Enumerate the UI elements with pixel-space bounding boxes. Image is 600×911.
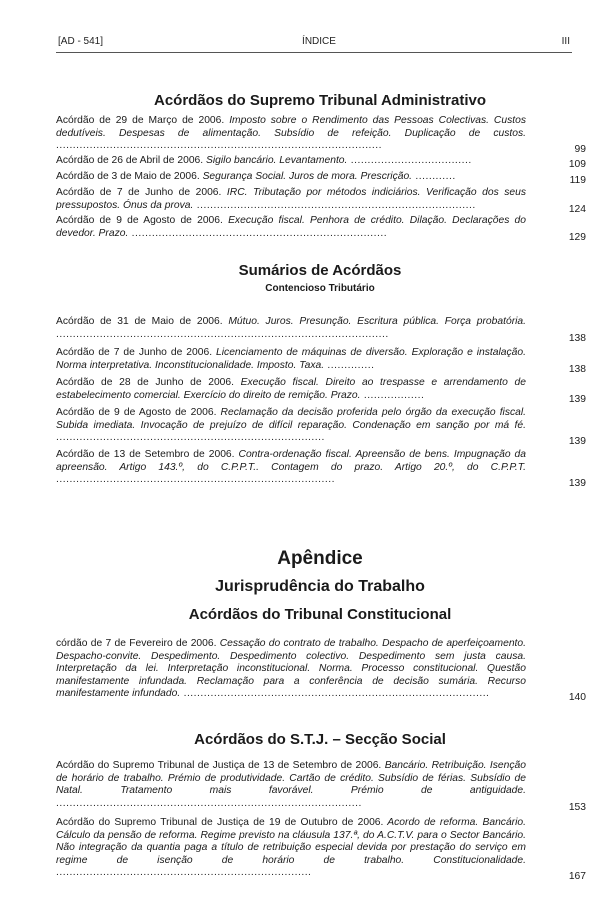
appendix-title: Apêndice	[277, 548, 363, 569]
section-title-stj: Acórdãos do S.T.J. – Secção Social	[194, 731, 446, 748]
toc-entry: Acórdão de 7 de Junho de 2006. Licenciamento de máquinas de diversão. Exploração e instalação. Norma interpretativa. Inconstitucionalidade. Imposto. Taxa. .............. 138	[56, 347, 586, 375]
page-number: 119	[569, 175, 586, 186]
page-number: 109	[568, 159, 586, 170]
toc-entry: Acórdão de 13 de Setembro de 2006. Contra-ordenação fiscal. Apreensão de bens. Impugnação da apreensão. Artigo 143.º, do C.P.P.T.. Contagem do prazo. Artigo 20.º, do C.P.P.T. ................................................................................... 139	[56, 449, 586, 489]
toc-entry: Acórdão do Supremo Tribunal de Justiça de 19 de Outubro de 2006. Acordo de reforma. Bancário. Cálculo da pensão de reforma. Regime previsto na cláusula 137.ª, do A.C.T.V. para o Sector Bancário. Não integração da quantia paga a título de retribuição especial devida por prestação do serviço em regime de isenção de horário de trabalho. Constitucionalidade. ............................................................................ 167	[56, 817, 586, 882]
running-header	[58, 36, 570, 50]
toc-entry: Acórdão do Supremo Tribunal de Justiça de 13 de Setembro de 2006. Bancário. Retribuição. Isenção de horário de trabalho. Prémio de produtividade. Cartão de crédito. Subsídio de férias. Subsídio de Natal. Tratamento mais favorável. Prémio de antiguidade. ........................................................................................... 153	[56, 760, 586, 813]
page-number: 167	[568, 871, 586, 882]
page-number: 138	[568, 363, 586, 375]
section-title-sta: Acórdãos do Supremo Tribunal Administrativo	[154, 92, 486, 109]
page-number: 139	[568, 436, 586, 447]
appendix-subtitle: Jurisprudência do Trabalho	[215, 578, 425, 595]
page-number: 129	[568, 231, 586, 243]
section-title-sumarios: Sumários de Acórdãos	[238, 262, 402, 279]
page-number: 124	[568, 203, 586, 215]
toc-entry: Acórdão de 7 de Junho de 2006. IRC. Tributação por métodos indiciários. Verificação dos seus pressupostos. Ónus da prova. ................................................................................... 124	[56, 187, 586, 215]
page-number: 153	[568, 801, 586, 813]
toc-entry: córdão de 7 de Fevereiro de 2006. Cessação do contrato de trabalho. Despacho de aperfeiçoamento. Despacho-convite. Despedimento. Despedimento colectivo. Despedimento sem justa causa. Interpretação da lei. Interpretação inconstitucional. Norma. Processo constitucional. Questão manifestamente infundada. Reclamação para a conferência de decisão sumária. Recurso manifestamente infundado. ........................................................................................... 140	[56, 638, 586, 703]
page-number: 140	[568, 692, 586, 703]
header-title: ÍNDICE	[302, 36, 336, 47]
toc-entry: Acórdão de 9 de Agosto de 2006. Execução fiscal. Penhora de crédito. Dilação. Declarações do devedor. Prazo. ............................................................................ 129	[56, 215, 586, 243]
section-subtitle-contencioso: Contencioso Tributário	[265, 283, 375, 294]
toc-entry: Acórdão de 3 de Maio de 2006. Segurança Social. Juros de mora. Prescrição. ............ 119	[56, 171, 586, 186]
toc-entry: Acórdão de 26 de Abril de 2006. Sigilo bancário. Levantamento. .................................... 109	[56, 155, 586, 170]
page-number: 139	[568, 478, 586, 489]
toc-entry: Acórdão de 9 de Agosto de 2006. Reclamação da decisão proferida pelo órgão da execução fiscal. Subida imediata. Invocação de prejuízo de difícil reparação. Condenação em sanção por má fé. ................................................................................ 139	[56, 407, 586, 447]
page-number: 99	[574, 144, 586, 155]
page-number: 139	[568, 393, 586, 405]
header-rule	[56, 52, 572, 53]
header-page-number: III	[561, 36, 570, 47]
page-number: 138	[568, 332, 586, 344]
section-title-tc: Acórdãos do Tribunal Constitucional	[188, 606, 452, 623]
toc-entry: Acórdão de 31 de Maio de 2006. Mútuo. Juros. Presunção. Escritura pública. Força probatória. ................................................................................................... 138	[56, 316, 586, 344]
toc-entry: Acórdão de 28 de Junho de 2006. Execução fiscal. Direito ao trespasse e arrendamento de estabelecimento comercial. Exercício do direito de remição. Prazo. .................. 139	[56, 377, 586, 405]
toc-entry: Acórdão de 29 de Março de 2006. Imposto sobre o Rendimento das Pessoas Colectivas. Custos dedutíveis. Despesas de alimentação. Subsídio de refeição. Duplicação de custos. ................................................................................................. 99	[56, 115, 586, 155]
header-code: [AD - 541]	[58, 36, 104, 47]
